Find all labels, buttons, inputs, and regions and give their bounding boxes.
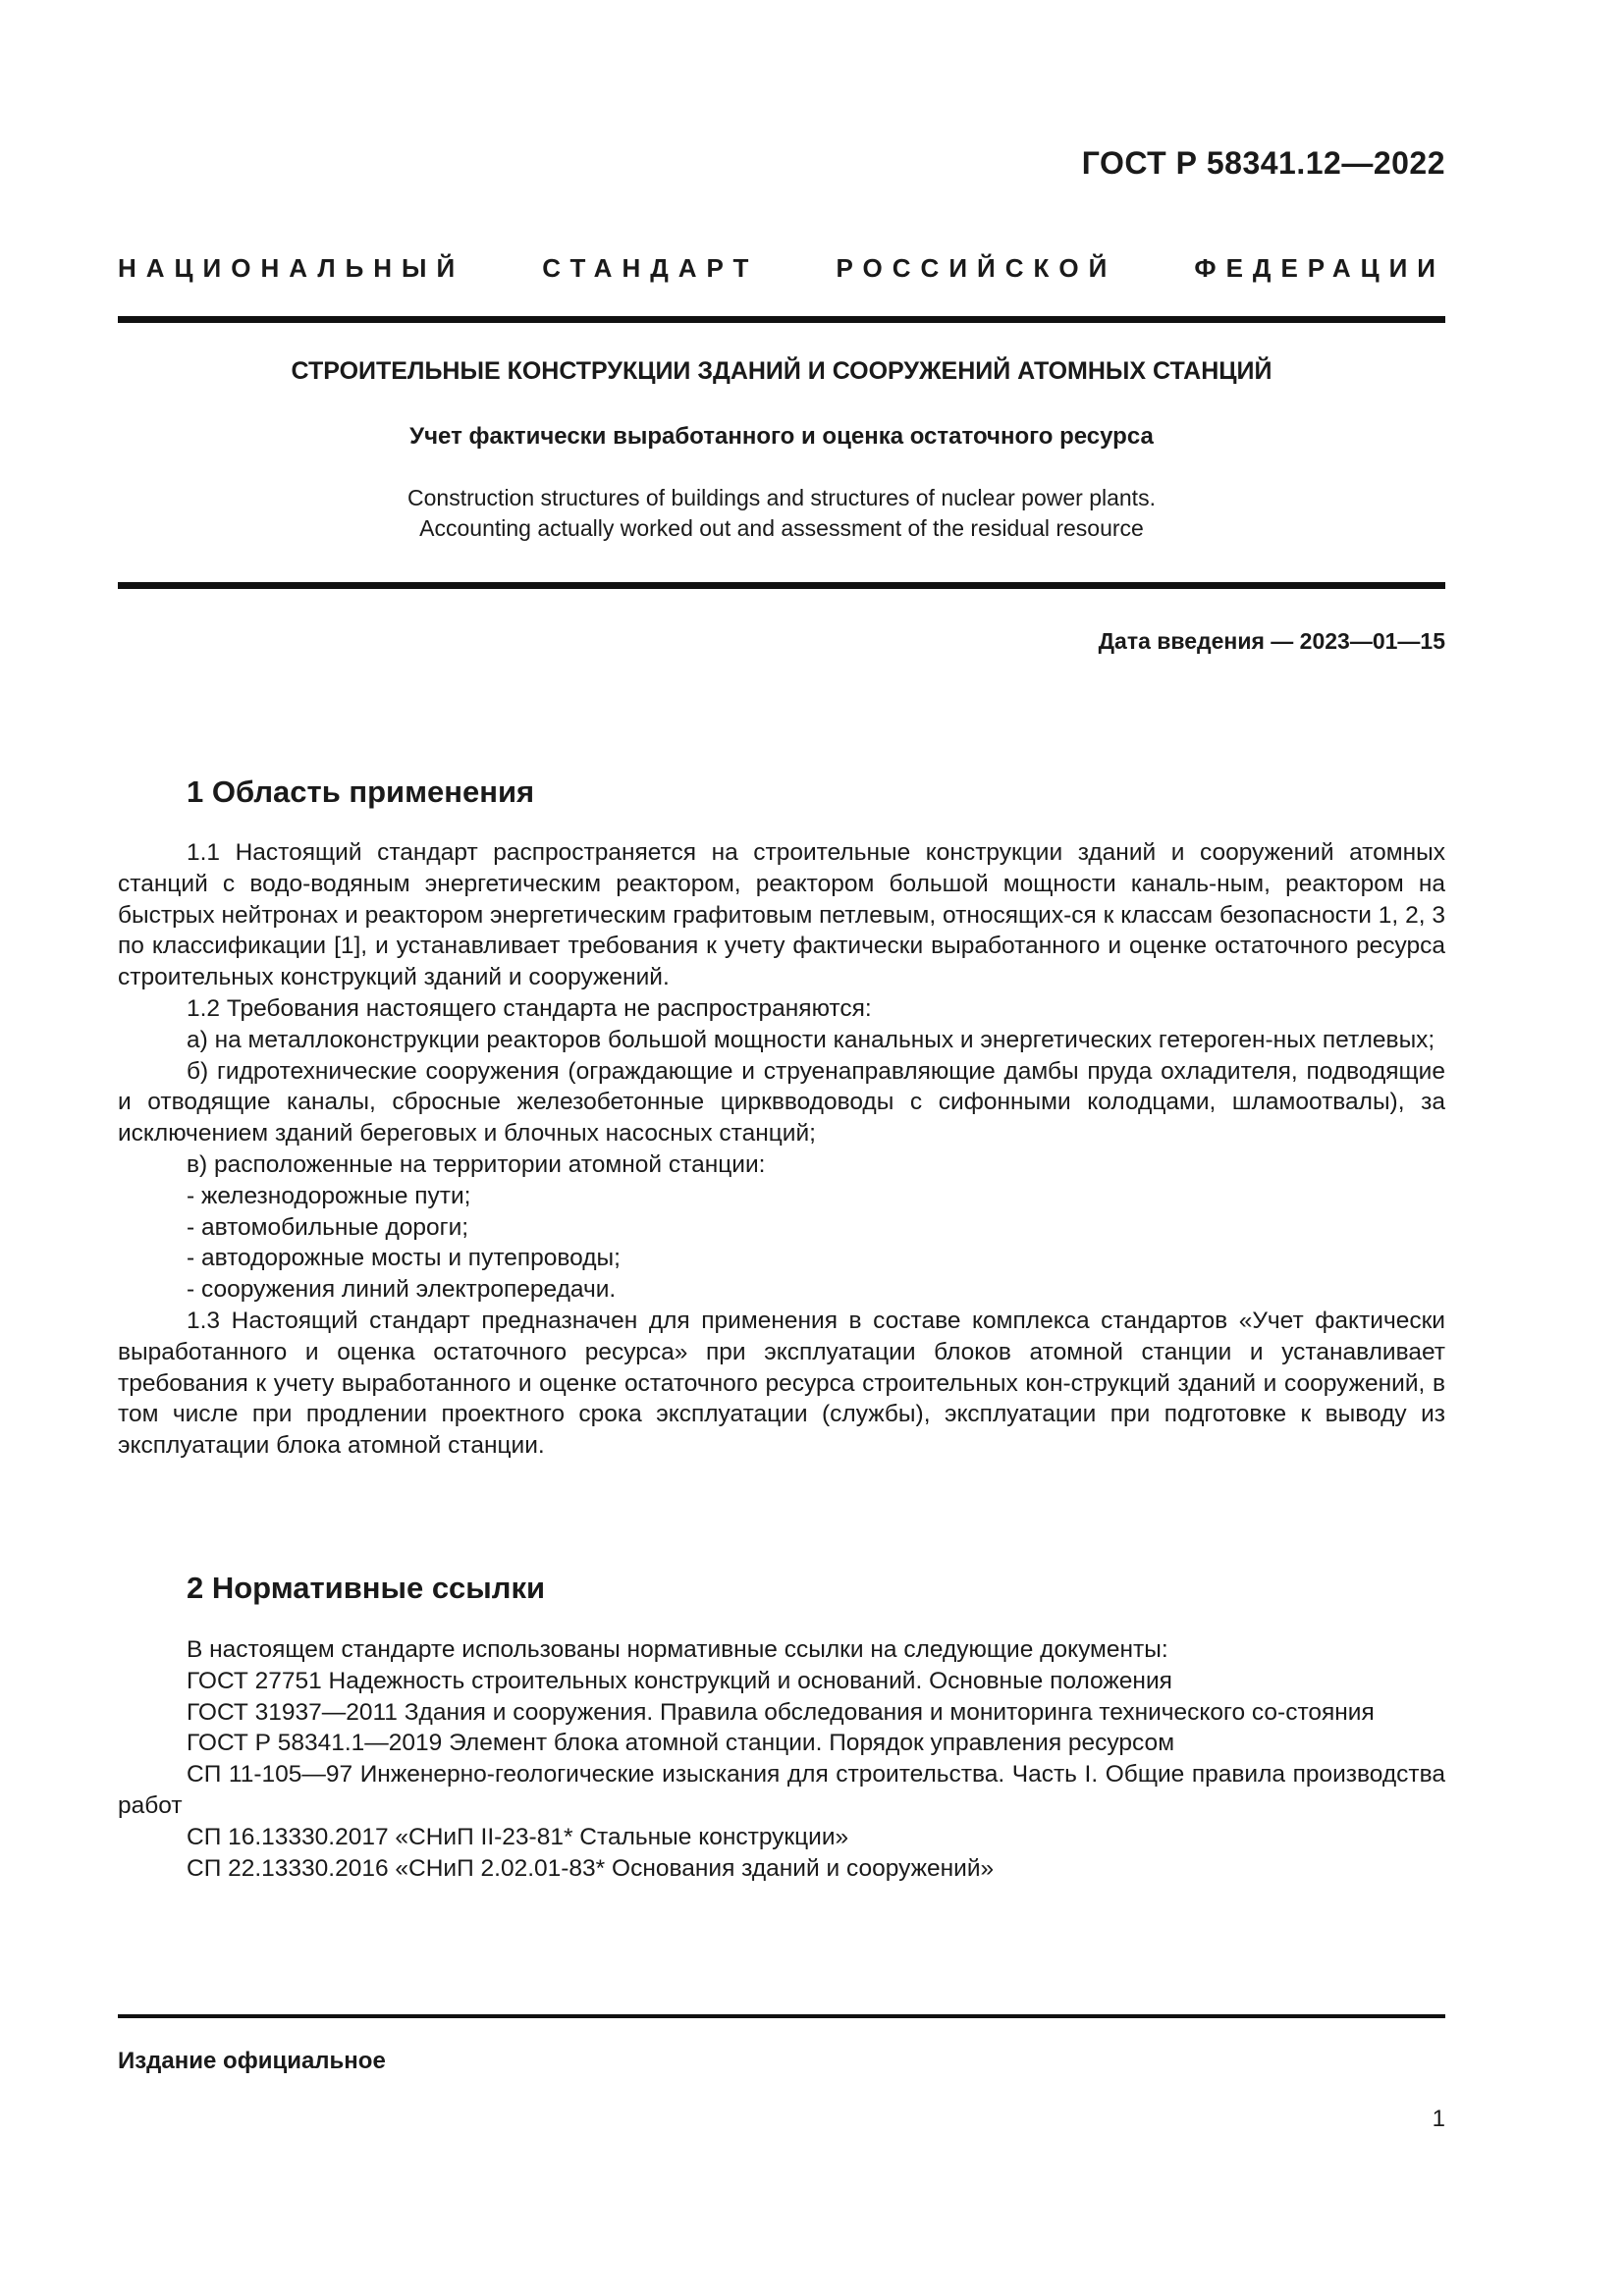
introduction-date: Дата введения — 2023—01—15 [1098,628,1445,654]
document-subtitle: Учет фактически выработанного и оценка остаточного ресурса [409,423,1154,450]
english-title-line-2: Accounting actually worked out and assessment of the residual resource [419,515,1144,541]
dash-item-power-lines: - сооружения линий электропередачи. [187,1276,617,1304]
title-divider [118,582,1445,589]
paragraph-1-3: 1.3 Настоящий стандарт предназначен для применения в составе комплекса стандартов «Учет фактически выработанного и оценка остаточного ресурса» при эксплуатации блоков атомной станции и устанавливает требования к учету выработанного и оценке остаточного ресурса строительных кон-струкций зданий и сооружений, в том числе при продлении проектного срока эксплуатации (службы), эксплуатации при подготовке к выводу из эксплуатации блока атомной станции. [118,1307,1445,1460]
document-title: СТРОИТЕЛЬНЫЕ КОНСТРУКЦИИ ЗДАНИЙ И СООРУЖЕНИЙ АТОМНЫХ СТАНЦИЙ [291,357,1272,385]
reference-item: СП 16.13330.2017 «СНиП II-23-81* Стальные конструкции» [187,1823,849,1850]
section-2-body [118,1634,1445,1884]
section-2-heading: 2 Нормативные ссылки [187,1571,546,1605]
footer-divider [118,2014,1445,2018]
section-1-body [118,837,1445,1462]
paragraph-1-2: 1.2 Требования настоящего стандарта не распространяются: [187,994,872,1022]
gost-number: ГОСТ Р 58341.12—2022 [1081,145,1445,181]
reference-item: ГОСТ 27751 Надежность строительных конструкций и оснований. Основные положения [187,1667,1172,1694]
official-edition-label: Издание официальное [118,2048,386,2074]
dash-item-railways: - железнодорожные пути; [187,1182,471,1209]
section-1-heading: 1 Область применения [187,774,535,809]
reference-item: СП 11-105—97 Инженерно-геологические изыскания для строительства. Часть I. Общие правила производства работ [118,1761,1445,1819]
top-divider [118,316,1445,323]
list-item-v: в) расположенные на территории атомной станции: [187,1150,766,1178]
dash-item-bridges: - автодорожные мосты и путепроводы; [187,1245,621,1272]
reference-item: СП 22.13330.2016 «СНиП 2.02.01-83* Основания зданий и сооружений» [187,1854,995,1882]
english-title [118,483,1445,544]
national-standard-heading: НАЦИОНАЛЬНЫЙ СТАНДАРТ РОССИЙСКОЙ ФЕДЕРАЦИИ [118,253,1445,283]
list-item-b: б) гидротехнические сооружения (ограждающие и струенаправляющие дамбы пруда охладителя, подводящие и отводящие каналы, сбросные железобетонные цирквводоводы с сифонными колодцами, шламоотвалы), за исключением зданий береговых и блочных насосных станций; [118,1057,1445,1148]
page-number: 1 [1432,2106,1445,2132]
list-item-a: а) на металлоконструкции реакторов большой мощности канальных и энергетических гетероген-ных петлевых; [187,1026,1435,1053]
reference-item: ГОСТ 31937—2011 Здания и сооружения. Правила обследования и мониторинга технического со-стояния [187,1698,1375,1726]
references-intro: В настоящем стандарте использованы нормативные ссылки на следующие документы: [187,1636,1168,1663]
reference-item: ГОСТ Р 58341.1—2019 Элемент блока атомной станции. Порядок управления ресурсом [187,1730,1175,1757]
paragraph-1-1: 1.1 Настоящий стандарт распространяется на строительные конструкции зданий и сооружений атомных станций с водо-водяным энергетическим реактором, реактором большой мощности каналь-ным, реактором на быстрых нейтронах и реактором энергетическим графитовым петлевым, относящих-ся к классам безопасности 1, 2, 3 по классификации [1], и устанавливает требования к учету фактически выработанного и оценке остаточного ресурса строительных конструкций зданий и сооружений. [118,839,1445,991]
english-title-line-1: Construction structures of buildings and structures of nuclear power plants. [407,485,1156,510]
dash-item-roads: - автомобильные дороги; [187,1213,469,1241]
